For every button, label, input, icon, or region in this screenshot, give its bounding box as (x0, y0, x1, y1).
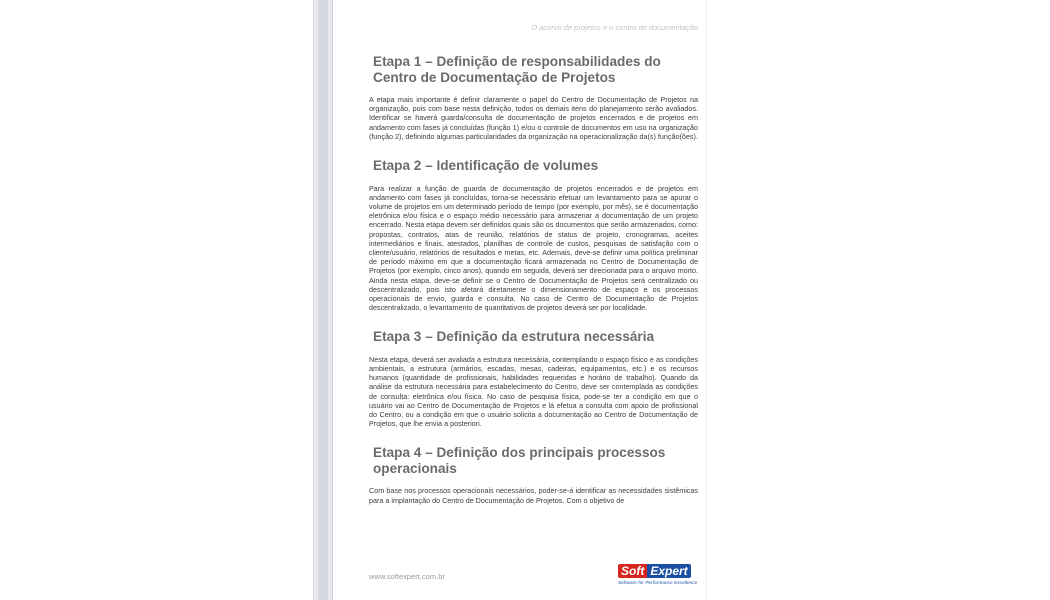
page-content (369, 54, 698, 522)
section-etapa-1 (369, 54, 698, 141)
section-paragraph: A etapa mais importante é definir claramente o papel do Centro de Documentação de Projetos na organização, pois com base nesta definição, todos os demais itens do planejamento serão avaliados. Identificar se haverá guarda/consulta de documentação de projetos encerrados e de projetos em andamento com fases já concluídas (função 1) e/ou o controle de documentos em uso na organização (função 2), definindo algumas particularidades da organização na operacionalização da(s) função(ões). (369, 95, 698, 141)
section-paragraph: Para realizar a função de guarda de documentação de projetos encerrados e de projetos em andamento com fases já concluídas, torna-se necessário efetuar um levantamento para se apurar o volume de projetos em um determinado período de tempo (por exemplo, por mês), se é documentação eletrônica e/ou física e o espaço médio necessário para armazenar a documentação de um projeto encerrado. Nesta etapa devem ser definidos quais são os documentos que serão armazenados, como: propostas, contratos, atas de reunião, relatórios de status de projeto, cronogramas, aceites intermediários e finais, atestados, planilhas de controle de custos, pesquisas de satisfação com o cliente/usuário, relatórios de resultados e metas, etc. Ademais, deve-se definir uma política preliminar de período máximo em que a documentação ficará armazenada no Centro de Documentação de Projetos (por exemplo, cinco anos), quando em seguida, deverá ser direcionada para o arquivo morto. Ainda nesta etapa, deve-se definir se o Centro de Documentação de Projetos será centralizado ou descentralizado, pois isto afetará diretamente o dimensionamento de espaço e os processos operacionais de envio, guarda e consulta. No caso de Centro de Documentação de Projetos descentralizado, o levantamento de quantitativos de projetos deverá ser por localidade. (369, 183, 698, 313)
softexpert-logo (618, 564, 702, 590)
section-title: Etapa 2 – Identificação de volumes (373, 158, 599, 174)
logo-soft: Soft (618, 564, 647, 578)
logo-wordmark (618, 564, 702, 578)
section-title: Etapa 3 – Definição da estrutura necessária (373, 329, 655, 345)
section-etapa-3 (369, 329, 698, 428)
document-page (333, 0, 707, 600)
logo-tagline: Software for Performance Excellence (618, 580, 698, 585)
scrollbar-thumb[interactable] (318, 0, 328, 600)
logo-expert: Expert (647, 564, 690, 578)
section-paragraph: Nesta etapa, deverá ser avaliada a estrutura necessária, contemplando o espaço físico e as condições ambientais, a estrutura (armários, escadas, mesas, cadeiras, equipamentos, etc.) e os recursos humanos (quantidade de profissionais, habilidades requeridas e horário de trabalho). Quando da análise da estrutura necessária para estabelecimento do Centro, deve ser contemplada as condições de consulta: eletrônica e/ou física. No caso de pesquisa física, pode-se ter a condição em que o usuário vai ao Centro de Documentação de Projetos e lá efetua a consulta com apoio de profissional do Centro, ou a condição em que o usuário solicita a documentação ao Centro de Documentação de Projetos, que lhe envia a posteriori. (369, 354, 698, 429)
section-title: Etapa 4 – Definição dos principais processos operacionais (373, 445, 666, 476)
scrollbar[interactable] (313, 0, 333, 600)
running-header: O acervo de projetos e o centro de documentação (531, 23, 698, 32)
footer-url: www.softexpert.com.br (369, 572, 445, 581)
section-title: Etapa 1 – Definição de responsabilidades do Centro de Documentação de Projetos (373, 54, 661, 85)
section-etapa-2 (369, 158, 698, 312)
section-etapa-4 (369, 445, 698, 504)
section-paragraph: Com base nos processos operacionais necessários, poder-se-á identificar as necessidades sistêmicas para a implantação do Centro de Documentação de Projetos. Com o objetivo de (369, 486, 698, 505)
